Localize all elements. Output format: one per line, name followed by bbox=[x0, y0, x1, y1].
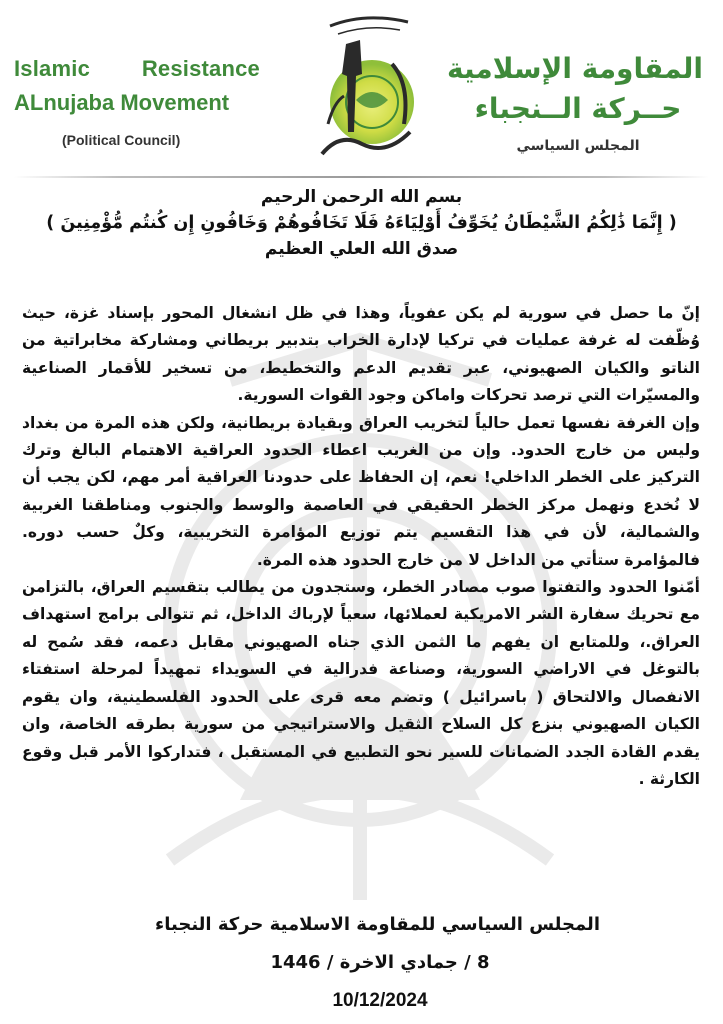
arabic-council-label: المجلس السياسي bbox=[516, 138, 640, 154]
header-divider bbox=[14, 176, 709, 178]
english-word-islamic: Islamic bbox=[14, 56, 91, 81]
basmala: بسم الله الرحمن الرحيم bbox=[260, 187, 463, 207]
english-title-line1 bbox=[14, 56, 260, 82]
nujaba-emblem-icon bbox=[300, 4, 430, 164]
letterhead bbox=[0, 0, 723, 175]
arabic-title-line1: المقاومة الإسلامية bbox=[446, 52, 703, 85]
verse-closing: صدق الله العلي العظيم bbox=[264, 239, 459, 259]
paragraph-1: إنّ ما حصل في سورية لم يكن عفوياً، وهذا في ظل انشغال المحور بإسناد غزة، حيث وُظّفت له غرفة عمليات في تركيا لإدارة الخراب بتدبير بريطاني ومشاركة مخابراتية من الناتو والكيان الصهيوني، عبر تقديم الدعم والتخطيط، من تسخير للأقمار الصناعية والمسيّرات التي ترصد تحركات واماكن وجود القوات السورية. bbox=[22, 304, 700, 405]
gregorian-date: 10/12/2024 bbox=[332, 990, 428, 1011]
issuer-name: المجلس السياسي للمقاومة الاسلامية حركة النجباء bbox=[155, 914, 600, 935]
signature-block bbox=[155, 906, 600, 1020]
english-title-line2: ALnujaba Movement bbox=[14, 90, 230, 115]
paragraph-2: وإن الغرفة نفسها تعمل حالياً لتخريب العراق وبقيادة بريطانية، ولكن هذه المرة من بغداد وليس من خارج الحدود. وإن من الغريب اعطاء الحدود العراقية الاهتمام البالغ وترك التركيز على الخطر الداخلي! نعم، إن الحفاظ على حدودنا العراقية أمر مهم، لكن يجب أن لا نُخدع ونهمل مركز الخطر الحقيقي في العاصمة والوسط والجنوب ومناطقنا الغربية والشمالية، لأن في هذا التقسيم يتم توزيع المؤامرة التخريبية، وكلٌ حسب دوره. فالمؤامرة ستأتي من الداخل لا من خارج الحدود هذه المرة. bbox=[22, 413, 700, 569]
arabic-title-line2: حــركة الــنجباء bbox=[474, 92, 682, 125]
statement-body bbox=[22, 300, 700, 793]
opening-invocation bbox=[14, 184, 709, 262]
hijri-date: 8 / جمادي الاخرة / 1446 bbox=[270, 952, 490, 973]
paragraph-3: أمّنوا الحدود والتفتوا صوب مصادر الخطر، وستجدون من يطالب بتقسيم العراق، بالتزامن مع تحريك سفارة الشر الامريكية لعملائها، سعياً لإرباك الداخل، ثم تتوالى برامج استهداف العراق.، وللمتابع ان يفهم ما الثمن الذي جناه الصهيوني مقابل دعمه، فقد سُمح له بالتوغل في الاراضي السورية، وصناعة فدرالية في السويداء تمهيداً لمرحلة استفتاء الانفصال والالتحاق ( باسرائيل ) وتضم معه قرى على الحدود الفلسطينية، وان يقوم الكيان الصهيوني بنزع كل السلاح الثقيل والاستراتيجي من سورية بطرقه الخاصة، وان يقدم القادة الجدد الضمانات للسير نحو التطبيع في المستقبل ، فتداركوا الأمر قبل وقوع الكارثة . bbox=[22, 578, 700, 788]
english-word-resistance: Resistance bbox=[141, 56, 260, 81]
english-council-label: (Political Council) bbox=[62, 132, 181, 148]
quran-verse: ( إِنَّمَا ذَٰلِكُمُ الشَّيْطَانُ يُخَوِّفُ أَوْلِيَاءَهُ فَلَا تَخَافُوهُمْ وَخَافُونِ إِن كُنتُم مُّؤْمِنِينَ ) bbox=[46, 213, 677, 233]
